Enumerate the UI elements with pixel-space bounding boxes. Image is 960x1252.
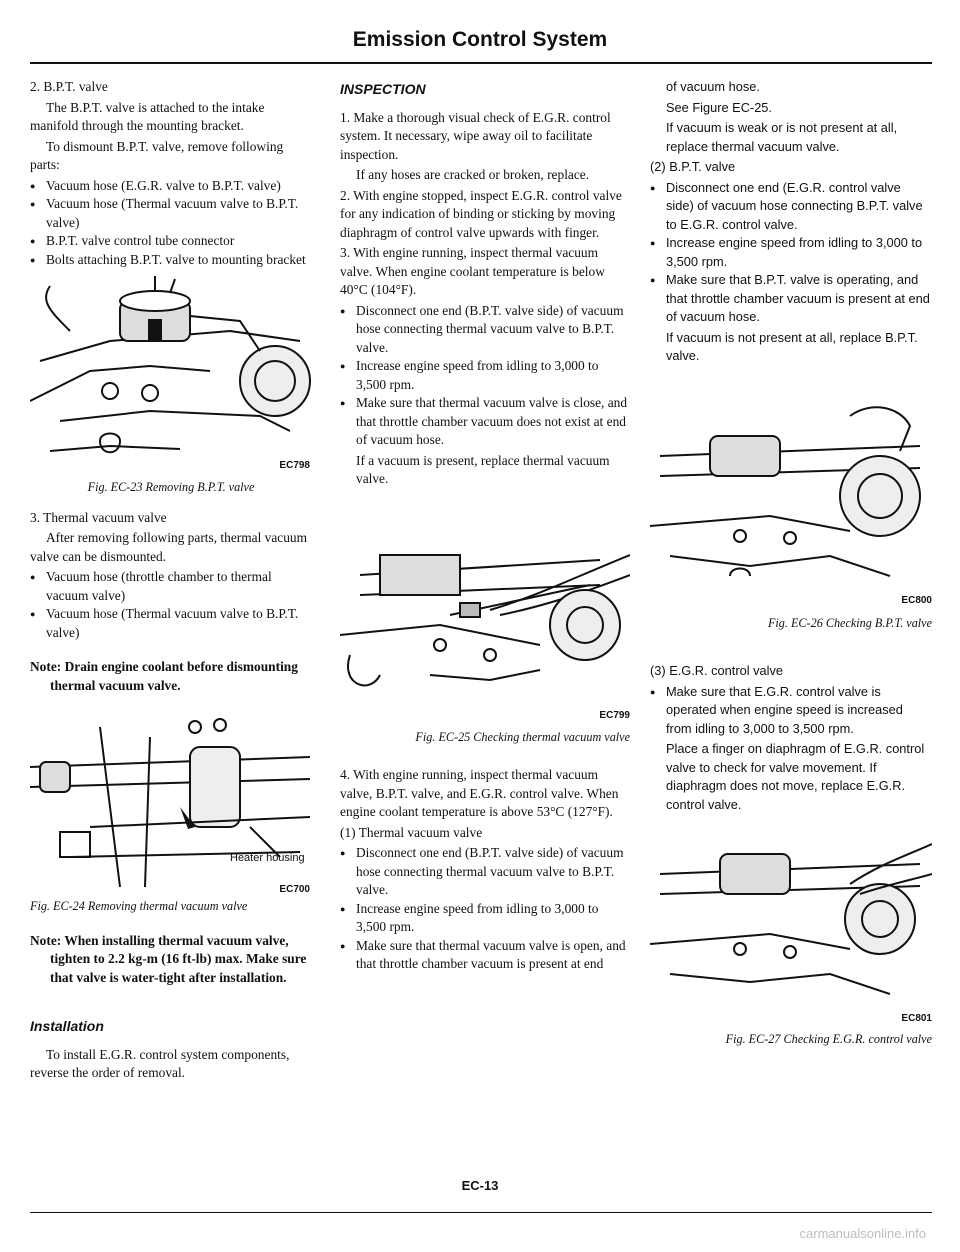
page-header: Emission Control System: [352, 28, 608, 51]
section-tvv-title: 3. Thermal vacuum valve: [30, 509, 167, 525]
figure-caption: Fig. EC-23 Removing B.P.T. valve: [87, 480, 255, 494]
figure-ec27: [650, 824, 932, 1024]
list-item: ● Make sure that thermal vacuum valve is open, and that throttle chamber vacuum is present at end: [340, 937, 630, 974]
subsection-bpt: (2) B.P.T. valve: [650, 159, 736, 174]
figure-ec26: [650, 396, 932, 606]
list-item: ● Make sure that thermal vacuum valve is close, and that throttle chamber vacuum does not exist at end of vacuum hose.: [340, 394, 630, 450]
header-rule: [30, 62, 932, 64]
section-bpt-title: 2. B.P.T. valve: [30, 79, 108, 94]
list-item: ● Vacuum hose (Thermal vacuum valve to B.P.T. valve): [30, 195, 312, 232]
egr-check-para: Place a finger on diaphragm of E.G.R. control valve to check for valve movement. If diaphragm does not move, replace E.G.R. control valve.: [666, 741, 925, 812]
list-item: ● Disconnect one end (E.G.R. control valve side) of vacuum hose connecting B.P.T. valve to E.G.R. control valve.: [650, 179, 932, 235]
list-item: ● Disconnect one end (B.P.T. valve side) of vacuum hose connecting thermal vacuum valve to B.P.T. valve.: [340, 302, 630, 358]
inspection-step-1b: If any hoses are cracked or broken, replace.: [356, 167, 590, 182]
figure-code: EC800: [901, 594, 932, 606]
figure-caption: Fig. EC-27 Checking E.G.R. control valve: [725, 1032, 932, 1046]
list-item: ● Increase engine speed from idling to 3,000 to 3,500 rpm.: [650, 234, 932, 271]
figure-code: EC801: [901, 1013, 932, 1024]
installation-title: Installation: [30, 1018, 104, 1034]
heater-housing-label: Heater housing: [230, 852, 305, 864]
bpt-check-end: If vacuum is not present at all, replace B.P.T. valve.: [666, 329, 918, 363]
inspection-step-3: 3. With engine running, inspect thermal vacuum valve. When engine coolant temperature is below 40°C (104°F).: [340, 245, 605, 297]
list-item: ● Increase engine speed from idling to 3,000 to 3,500 rpm.: [340, 900, 630, 937]
inspection-step-1: 1. Make a thorough visual check of E.G.R. control system. It necessary, wipe away oil to facilitate inspection.: [340, 109, 611, 162]
bpt-removal-list: [30, 177, 312, 270]
step4-list: [340, 844, 630, 974]
column-right: [650, 78, 932, 1061]
inspection-step-4: 4. With engine running, inspect thermal vacuum valve, B.P.T. valve, and E.G.R. control valve. When engine coolant temperature is above 53°C (127°F).: [340, 767, 619, 819]
column-left: [30, 78, 312, 1085]
bpt-check-list: [650, 179, 932, 327]
list-item: ● Increase engine speed from idling to 3,000 to 3,500 rpm.: [340, 357, 630, 394]
section-tvv-para: After removing following parts, thermal vacuum valve can be dismounted.: [30, 530, 308, 564]
installation-para: To install E.G.R. control system components, reverse the order of removal.: [30, 1046, 290, 1080]
column-middle: [340, 78, 630, 976]
tvv-removal-list: [30, 568, 312, 642]
note-installing-tvv: Note: When installing thermal vacuum valve, tighten to 2.2 kg-m (16 ft-lb) max. Make sure that valve is water-tight after installation.: [30, 932, 307, 985]
continued-text-1: of vacuum hose.: [666, 79, 760, 94]
watermark: carmanualsonline.info: [799, 1226, 926, 1241]
caption-text: Fig. EC-24 Removing thermal vacuum valve: [30, 899, 248, 913]
page-number: EC-13: [461, 1178, 499, 1193]
subsection-egr: (3) E.G.R. control valve: [650, 663, 783, 678]
continued-text-3: If vacuum is weak or is not present at all, replace thermal vacuum valve.: [666, 120, 898, 154]
checking-egr-illustration: [650, 824, 932, 1014]
continued-text-2: See Figure EC-25.: [666, 99, 772, 115]
list-item: ● Make sure that B.P.T. valve is operating, and that throttle chamber vacuum is present at end of vacuum hose.: [650, 271, 932, 327]
figure-caption: Fig. EC-26 Checking B.P.T. valve: [767, 615, 932, 630]
list-item: ● Bolts attaching B.P.T. valve to mounting bracket: [30, 251, 312, 270]
egr-check-list: [650, 683, 932, 739]
inspection-title: INSPECTION: [340, 81, 426, 97]
figure-caption: [30, 897, 312, 916]
step3-list: [340, 302, 630, 450]
section-bpt-para1: The B.P.T. valve is attached to the intake manifold through the mounting bracket.: [30, 99, 265, 133]
footer-rule: [30, 1212, 932, 1213]
figure-ec25: [340, 515, 630, 720]
list-item: ● Vacuum hose (Thermal vacuum valve to B.P.T. valve): [30, 605, 312, 642]
list-item: ● Make sure that E.G.R. control valve is operated when engine speed is increased from idling to 3,000 to 3,500 rpm.: [650, 683, 932, 739]
checking-bpt-illustration: [650, 396, 932, 596]
note-drain-coolant: Note: Drain engine coolant before dismounting thermal vacuum valve.: [30, 659, 298, 693]
engine-bpt-illustration: [30, 271, 312, 471]
figure-code: EC798: [279, 460, 310, 471]
inspection-step-2: 2. With engine stopped, inspect E.G.R. control valve for any indication of binding or sticking by moving diaphragm of control valve upwards with finger.: [340, 187, 622, 240]
list-item: ● Vacuum hose (throttle chamber to thermal vacuum valve): [30, 568, 312, 605]
list-item: ● Disconnect one end (B.P.T. valve side) of vacuum hose connecting thermal vacuum valve to B.P.T. valve.: [340, 844, 630, 900]
checking-thermal-vacuum-illustration: [340, 515, 630, 715]
list-item: ● B.P.T. valve control tube connector: [30, 232, 312, 251]
step4-subsection-1: (1) Thermal vacuum valve: [340, 824, 483, 840]
figure-ec23: [30, 271, 312, 476]
figure-ec24: [30, 707, 312, 895]
step3-end: If a vacuum is present, replace thermal vacuum valve.: [356, 452, 610, 486]
figure-code: EC700: [279, 884, 310, 895]
list-item: ● Vacuum hose (E.G.R. valve to B.P.T. valve): [30, 177, 312, 196]
section-bpt-para2: To dismount B.P.T. valve, remove following parts:: [30, 138, 284, 172]
figure-code: EC799: [599, 709, 630, 721]
figure-caption: Fig. EC-25 Checking thermal vacuum valve: [415, 729, 630, 744]
